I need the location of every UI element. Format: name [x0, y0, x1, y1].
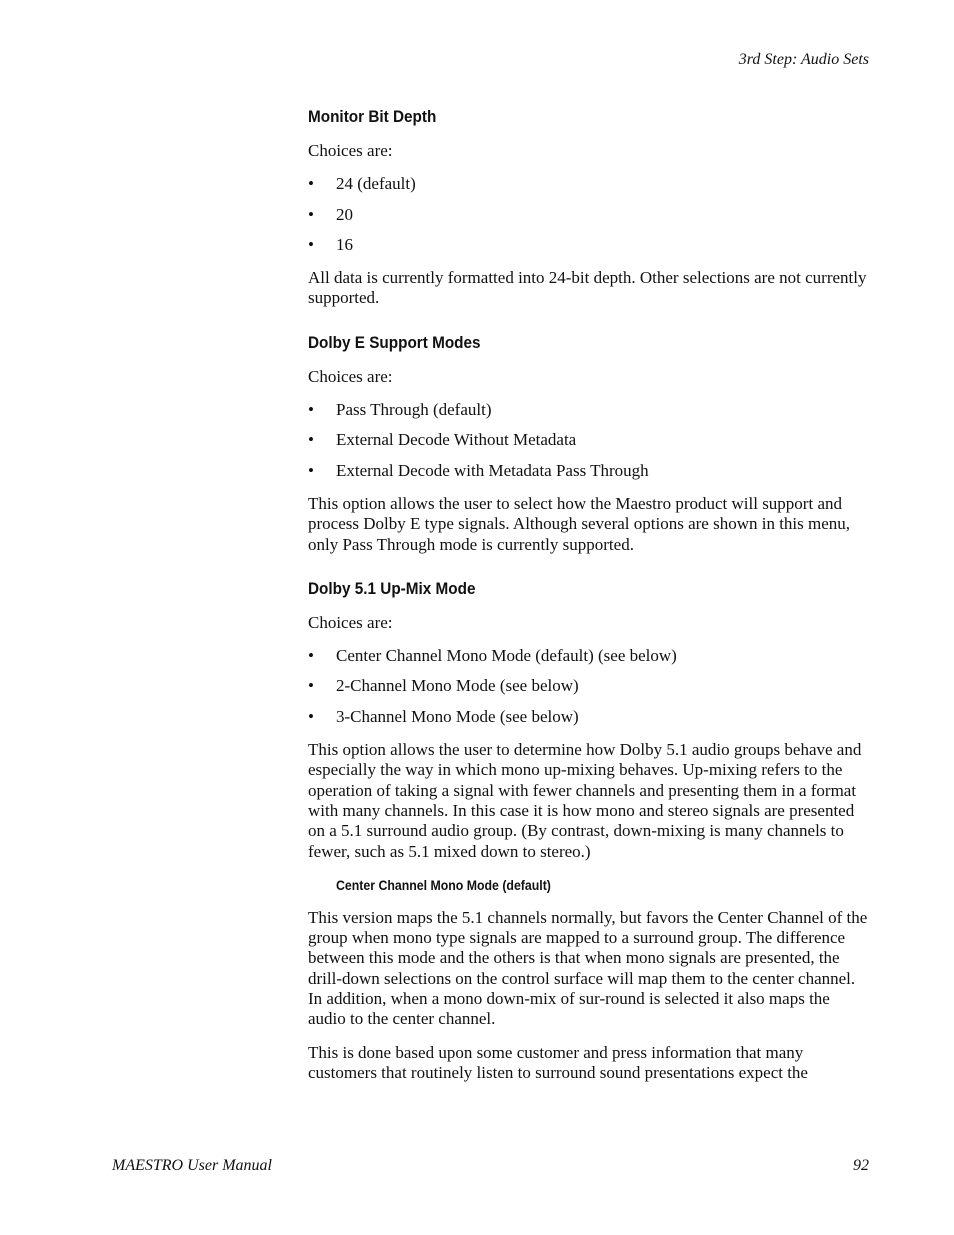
subsection-heading-center-channel: Center Channel Mono Mode (default)	[336, 876, 551, 893]
section-body: All data is currently formatted into 24-bit depth. Other selections are not currently supported.	[308, 268, 867, 308]
bullet-icon: •	[308, 460, 314, 480]
bullet-icon: •	[308, 174, 314, 194]
choices-intro: Choices are:	[308, 366, 393, 386]
section-heading-dolby-upmix-mode: Dolby 5.1 Up-Mix Mode	[308, 578, 476, 598]
subsection-paragraph: This version maps the 5.1 channels normally, but favors the Center Channel of the group when mono type signals are mapped to a surround group. The difference between this mode and the others is that when mono signals are presented, the drill-down selections on the control surface will map them to the center channel. In addition, when a mono down-mix of sur-round is selected it also maps the audio to the center channel.	[308, 907, 868, 1029]
choice-list	[308, 400, 868, 481]
bullet-icon: •	[308, 400, 314, 420]
manual-title: MAESTRO User Manual	[112, 1157, 272, 1174]
choices-intro: Choices are:	[308, 141, 393, 160]
page-number: 92	[853, 1157, 869, 1174]
bullet-icon: •	[308, 676, 314, 696]
choice-list	[308, 646, 868, 727]
subsection-paragraph: This is done based upon some customer and press information that many customers that routinely listen to surround sound presentations expect the	[308, 1042, 808, 1082]
list-item: • 20	[308, 204, 353, 224]
list-item: • External Decode Without Metadata	[308, 430, 577, 450]
section-body: This option allows the user to select how the Maestro product will support and process Dolby E type signals. Although several options are shown in this menu, only Pass Through mode is currently supported.	[308, 493, 851, 554]
list-item: • 2-Channel Mono Mode (see below)	[308, 676, 579, 696]
section-heading-dolby-e-support-modes: Dolby E Support Modes	[308, 332, 481, 352]
list-item: • Pass Through (default)	[308, 400, 492, 420]
list-item: • 3-Channel Mono Mode (see below)	[308, 706, 579, 726]
list-item: • Center Channel Mono Mode (default) (see below)	[308, 646, 677, 666]
bullet-icon: •	[308, 234, 314, 254]
section-body: This option allows the user to determine how Dolby 5.1 audio groups behave and especially the way in which mono up-mixing behaves. Up-mixing refers to the operation of taking a signal with fewer channels and presenting them in a format with many channels. In this case it is how mono and stereo signals are presented on a 5.1 surround audio group. (By contrast, down-mixing is many channels to fewer, such as 5.1 mixed down to stereo.)	[308, 740, 862, 861]
section-heading-monitor-bit-depth: Monitor Bit Depth	[308, 107, 437, 126]
choices-intro: Choices are:	[308, 612, 393, 632]
bullet-icon: •	[308, 430, 314, 450]
choice-list	[308, 174, 868, 255]
page-footer	[112, 1157, 869, 1175]
list-item: • 24 (default)	[308, 174, 416, 194]
bullet-icon: •	[308, 706, 314, 726]
list-item: • External Decode with Metadata Pass Through	[308, 460, 649, 480]
page-content	[308, 106, 868, 1096]
running-header: 3rd Step: Audio Sets	[738, 51, 869, 68]
list-item: • 16	[308, 234, 353, 254]
bullet-icon: •	[308, 204, 314, 224]
bullet-icon: •	[308, 646, 314, 666]
